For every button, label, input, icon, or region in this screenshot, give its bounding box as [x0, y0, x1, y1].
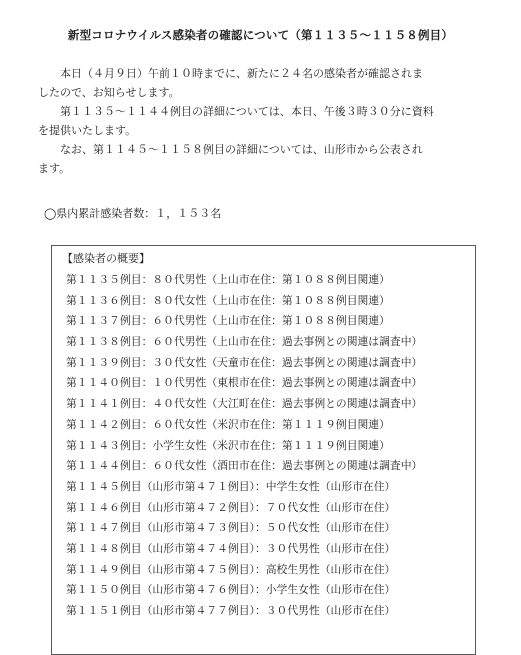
- case-item: 第１１５１例目（山形市第４７７例目）：３０代男性（山形市在住）: [66, 604, 396, 617]
- case-item: 第１１４５例目（山形市第４７１例目）：中学生女性（山形市在住）: [66, 479, 396, 493]
- paragraph-first-line: なお、第１１４５～１１５８例目の詳細については、山形市から公表され: [60, 143, 423, 156]
- paragraph-yamagata-city-note: [38, 140, 478, 178]
- case-item: 第１１５０例目（山形市第４７６例目）：小学生女性（山形市在住）: [66, 583, 396, 597]
- paragraph-announcement: [38, 64, 478, 102]
- case-item: 第１１４１例目：４０代女性（大江町在住：過去事例との関連は調査中）: [66, 397, 423, 411]
- case-item: 第１１４９例目（山形市第４７５例目）：高校生男性（山形市在住）: [66, 562, 396, 576]
- paragraph-first-line: 第１１３５～１１４４例目の詳細については、本日、午後３時３０分に資料: [60, 105, 434, 118]
- case-item: 第１１３９例目：３０代女性（天童市在住：過去事例との関連は調査中）: [66, 355, 423, 369]
- case-item: 第１１４０例目：１０代男性（東根市在住：過去事例との関連は調査中）: [66, 376, 423, 390]
- case-summary-box: [51, 245, 476, 655]
- case-item: 第１１４６例目（山形市第４７２例目）：７０代女性（山形市在住）: [66, 500, 396, 514]
- paragraph-details-schedule: [38, 102, 478, 140]
- case-item: 第１１３７例目：６０代男性（上山市在住：第１０８８例目関連）: [66, 314, 390, 328]
- case-item: 第１１４３例目：小学生女性（米沢市在住：第１１１９例目関連）: [66, 438, 390, 452]
- paragraph-continuation: を提供いたします。: [38, 124, 137, 137]
- case-item: 第１１４７例目（山形市第４７３例目）：５０代女性（山形市在住）: [66, 521, 396, 535]
- paragraph-first-line: 本日（４月９日）午前１０時までに、新たに２４名の感染者が確認されま: [60, 67, 423, 80]
- case-summary-header: 【感染者の概要】: [62, 252, 150, 265]
- document-title: 新型コロナウイルス感染者の確認について（第１１３５～１１５８例目）: [67, 28, 454, 42]
- cumulative-total: ◯県内累計感染者数：１，１５３名: [44, 207, 222, 220]
- case-item: 第１１４２例目：６０代女性（米沢市在住：第１１１９例目関連）: [66, 417, 390, 431]
- case-item: 第１１４８例目（山形市第４７４例目）：３０代男性（山形市在住）: [66, 541, 396, 555]
- case-list: [66, 270, 422, 622]
- case-item: 第１１３６例目：８０代女性（上山市在住：第１０８８例目関連）: [66, 293, 390, 307]
- case-item: 第１１４４例目：６０代女性（酒田市在住：過去事例との関連は調査中）: [66, 459, 423, 473]
- paragraph-continuation: したので、お知らせします。: [38, 86, 180, 99]
- paragraph-continuation: ます。: [38, 162, 71, 175]
- case-item: 第１１３８例目：６０代男性（上山市在住：過去事例との関連は調査中）: [66, 335, 423, 349]
- case-item: 第１１３５例目：８０代男性（上山市在住：第１０８８例目関連）: [66, 273, 390, 286]
